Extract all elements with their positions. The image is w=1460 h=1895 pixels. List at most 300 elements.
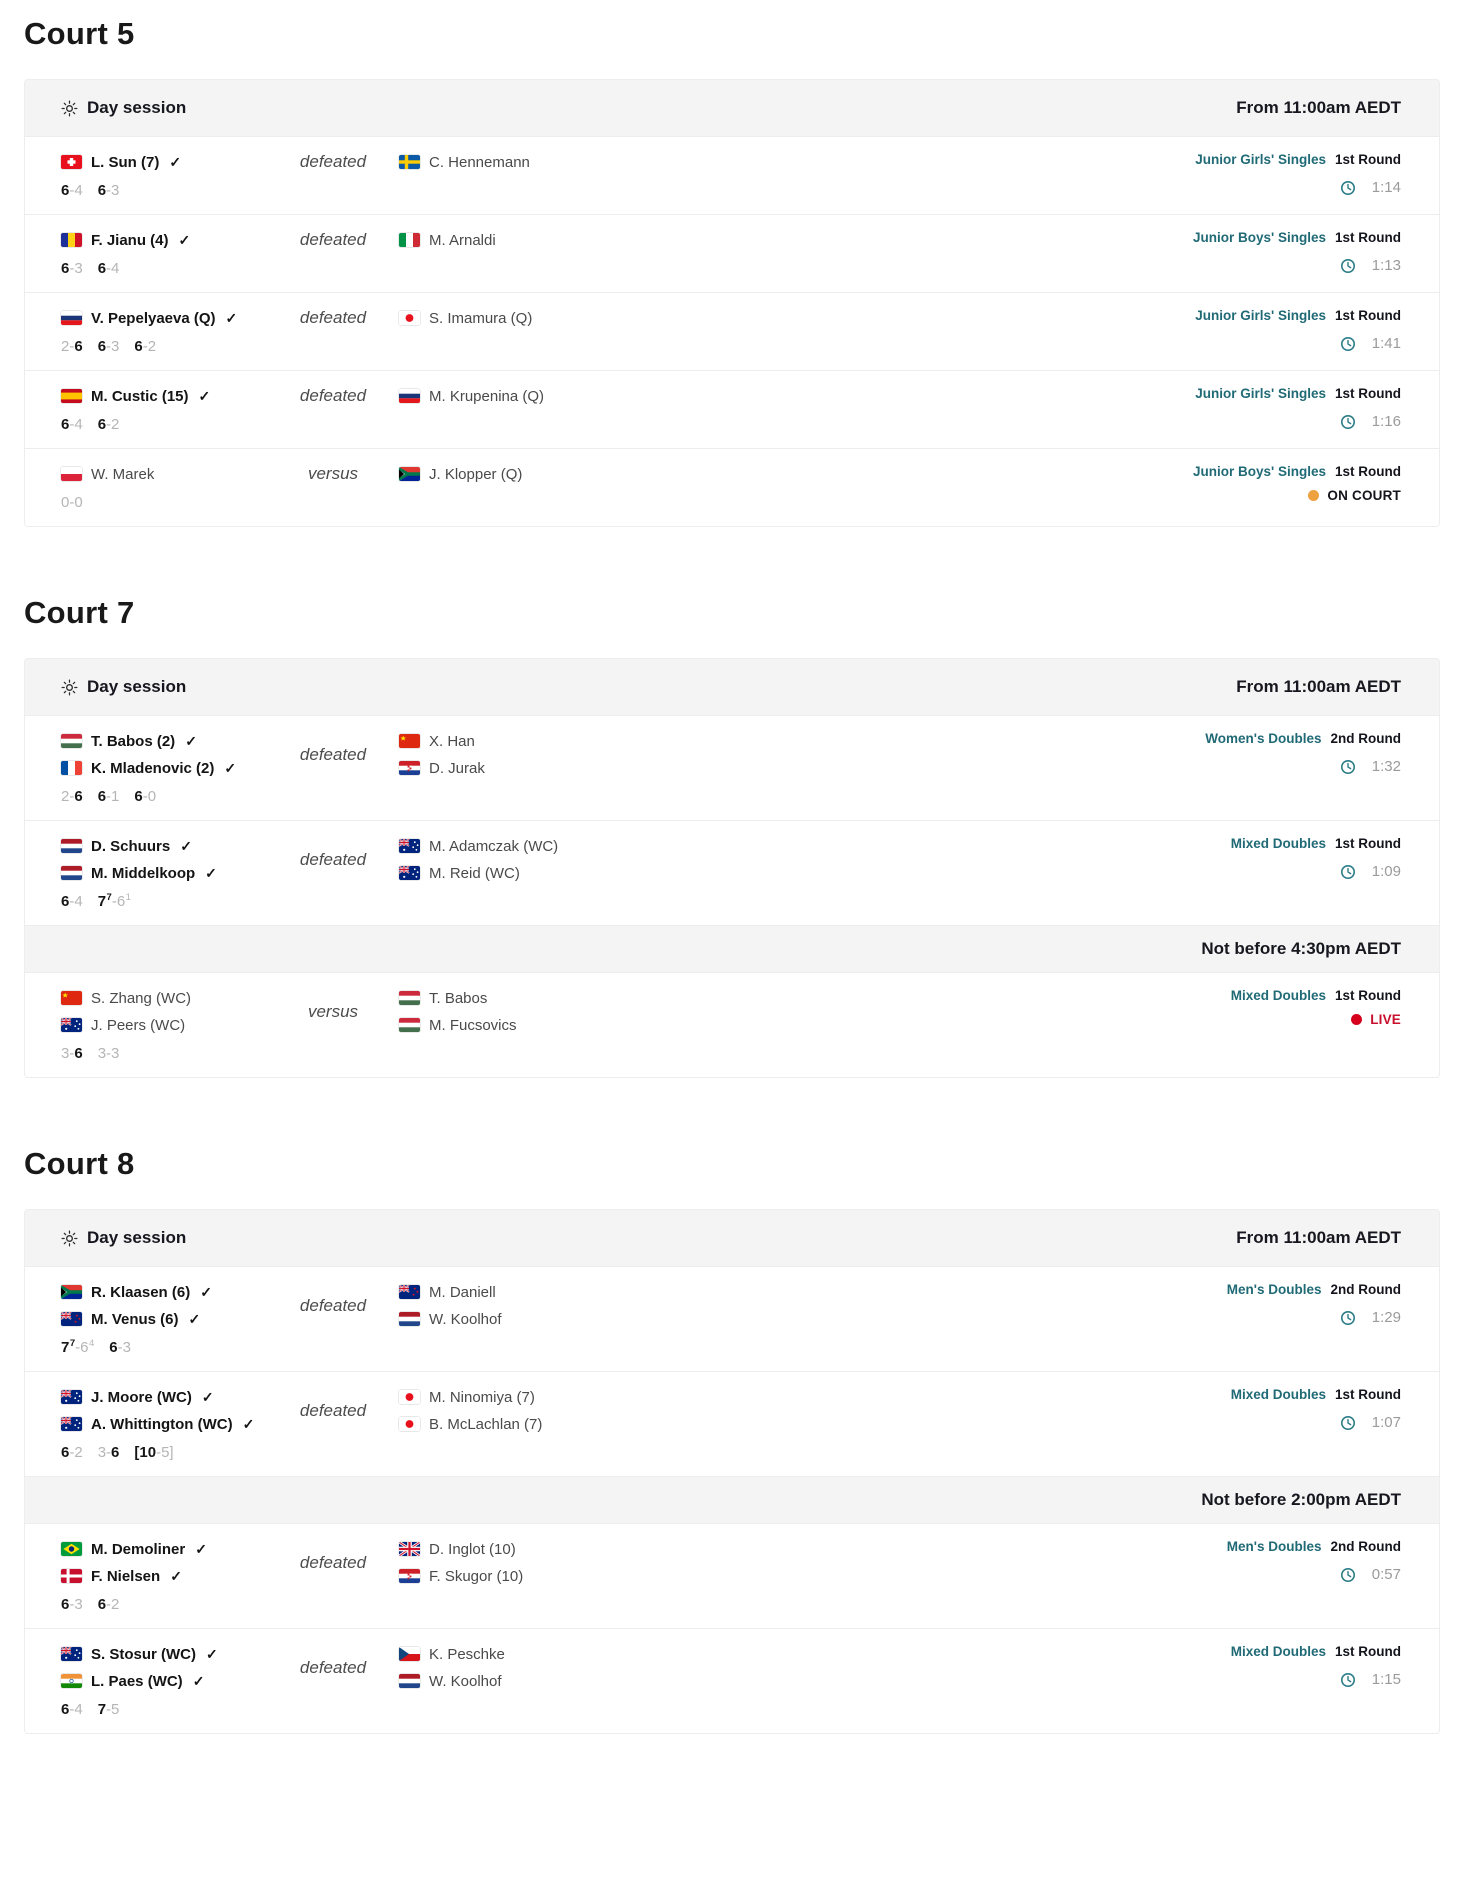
match-duration: 1:16 xyxy=(1371,413,1401,430)
flag-france-icon xyxy=(61,761,82,775)
flag-australia-icon xyxy=(61,1417,82,1431)
event-name: Mixed Doubles xyxy=(1230,836,1326,851)
match-main xyxy=(61,986,971,1062)
player-name: W. Koolhof xyxy=(429,1672,502,1690)
match-separator-label: defeated xyxy=(299,386,367,405)
clock-icon xyxy=(1340,336,1356,352)
flag-australia-icon xyxy=(399,866,420,880)
team-player xyxy=(61,986,267,1010)
match-score xyxy=(61,416,971,433)
clock-icon xyxy=(1340,864,1356,880)
team-player xyxy=(61,729,267,753)
not-before-header xyxy=(25,925,1439,972)
player-name: M. Middelkoop xyxy=(91,864,196,882)
flag-netherlands-icon xyxy=(61,866,82,880)
sun-icon xyxy=(61,1230,78,1247)
round-label: 2nd Round xyxy=(1330,1282,1401,1297)
session-label: Day session xyxy=(87,98,187,117)
flag-russia-icon xyxy=(61,311,82,325)
clock-icon xyxy=(1340,1415,1356,1431)
flag-hungary-icon xyxy=(61,734,82,748)
flag-china-icon xyxy=(61,991,82,1005)
flag-poland-icon xyxy=(61,467,82,481)
team-player xyxy=(399,1642,505,1666)
match-duration: 0:57 xyxy=(1371,1566,1401,1583)
player-name: V. Pepelyaeva (Q) xyxy=(91,309,216,327)
match-meta xyxy=(971,729,1401,805)
court-section xyxy=(24,16,1440,527)
court-schedule-card xyxy=(24,79,1440,527)
player-name: J. Peers (WC) xyxy=(91,1016,186,1034)
player-name: M. Arnaldi xyxy=(429,231,496,249)
flag-romania-icon xyxy=(61,233,82,247)
winner-check-icon: ✓ xyxy=(224,759,237,776)
team-player xyxy=(61,1412,267,1436)
daily-schedule xyxy=(24,16,1440,1734)
match-status xyxy=(971,413,1401,430)
team-player xyxy=(61,1385,267,1409)
player-name: D. Inglot (10) xyxy=(429,1540,516,1558)
team-player xyxy=(399,986,517,1010)
match-row[interactable] xyxy=(25,820,1439,925)
match-score xyxy=(61,1045,971,1062)
match-status xyxy=(971,1309,1401,1326)
match-separator-label: versus xyxy=(307,1001,359,1021)
flag-netherlands-icon xyxy=(61,839,82,853)
session-time-label: From 11:00am AEDT xyxy=(1236,1228,1401,1247)
match-status xyxy=(971,758,1401,775)
team-two xyxy=(399,228,496,252)
player-name: T. Babos xyxy=(429,989,488,1007)
flag-japan-icon xyxy=(399,1417,420,1431)
team-player xyxy=(61,1280,267,1304)
clock-icon xyxy=(1340,1567,1356,1583)
session-header xyxy=(25,80,1439,136)
set-score: [10-5] xyxy=(134,1444,174,1461)
flag-australia-icon xyxy=(61,1018,82,1032)
match-score xyxy=(61,1701,971,1718)
match-separator-label: defeated xyxy=(299,744,367,764)
team-player xyxy=(61,1642,267,1666)
event-name: Junior Girls' Singles xyxy=(1195,386,1326,401)
match-duration: 1:32 xyxy=(1371,758,1401,775)
match-score xyxy=(61,1444,971,1461)
match-row[interactable] xyxy=(25,370,1439,448)
on-court-label: ON COURT xyxy=(1327,488,1401,503)
match-score xyxy=(61,1596,971,1613)
live-label: LIVE xyxy=(1370,1012,1401,1027)
set-score: 6-2 xyxy=(61,1444,83,1461)
match-status xyxy=(971,1566,1401,1583)
team-two xyxy=(399,150,530,174)
match-main xyxy=(61,462,971,511)
team-one xyxy=(61,1385,267,1436)
team-one xyxy=(61,384,267,408)
not-before-header xyxy=(25,1476,1439,1523)
player-name: M. Adamczak (WC) xyxy=(429,837,559,855)
team-player xyxy=(399,834,558,858)
team-player xyxy=(399,462,522,486)
flag-spain-icon xyxy=(61,389,82,403)
team-two xyxy=(399,462,522,486)
winner-check-icon: ✓ xyxy=(200,1283,212,1300)
match-main xyxy=(61,834,971,910)
match-duration: 1:14 xyxy=(1371,179,1401,196)
match-row[interactable] xyxy=(25,292,1439,370)
event-name: Men's Doubles xyxy=(1226,1282,1322,1297)
set-score: 6-3 xyxy=(109,1339,131,1356)
clock-icon xyxy=(1340,1672,1356,1688)
match-separator-label: defeated xyxy=(299,1657,367,1677)
match-meta xyxy=(971,834,1401,910)
match-status xyxy=(971,488,1401,503)
session-time-label: From 11:00am AEDT xyxy=(1236,677,1401,696)
player-name: W. Koolhof xyxy=(429,1310,502,1328)
player-name: F. Jianu (4) xyxy=(91,231,169,249)
match-main xyxy=(61,228,971,277)
player-name: W. Marek xyxy=(91,465,155,483)
team-two xyxy=(399,834,558,885)
session-time-label: From 11:00am AEDT xyxy=(1236,98,1401,117)
match-row[interactable] xyxy=(25,448,1439,526)
round-label: 1st Round xyxy=(1335,386,1401,401)
team-one xyxy=(61,306,267,330)
player-name: C. Hennemann xyxy=(429,153,530,171)
team-player xyxy=(61,228,267,252)
not-before-label: Not before 4:30pm AEDT xyxy=(1201,939,1401,958)
match-score xyxy=(61,260,971,277)
team-player xyxy=(399,1669,505,1693)
set-score: 6-3 xyxy=(97,182,120,199)
player-name: D. Jurak xyxy=(429,759,485,777)
flag-brazil-icon xyxy=(61,1542,82,1556)
match-separator-label: defeated xyxy=(299,152,367,171)
team-player xyxy=(399,729,485,753)
player-name: M. Custic (15) xyxy=(91,387,189,405)
match-duration: 1:29 xyxy=(1371,1309,1401,1326)
team-player xyxy=(61,306,267,330)
match-row[interactable] xyxy=(25,972,1439,1077)
event-name: Junior Girls' Singles xyxy=(1195,152,1326,167)
match-meta xyxy=(971,462,1401,511)
set-score: 6-3 xyxy=(97,338,120,355)
set-score: 6-2 xyxy=(97,1596,120,1613)
winner-check-icon: ✓ xyxy=(205,864,217,881)
winner-check-icon: ✓ xyxy=(195,1540,207,1557)
live-dot-icon xyxy=(1351,1014,1362,1025)
winner-check-icon: ✓ xyxy=(178,231,191,248)
set-score: 6-4 xyxy=(61,416,83,433)
match-duration: 1:15 xyxy=(1371,1671,1401,1688)
set-score: 6-4 xyxy=(61,1701,83,1718)
match-duration: 1:07 xyxy=(1371,1414,1401,1431)
match-main xyxy=(61,1385,971,1461)
flag-sweden-icon xyxy=(399,155,420,169)
player-name: S. Stosur (WC) xyxy=(91,1645,196,1663)
team-player xyxy=(399,861,558,885)
team-two xyxy=(399,986,517,1037)
event-name: Junior Girls' Singles xyxy=(1195,308,1326,323)
team-player xyxy=(61,1669,267,1693)
match-separator-label: defeated xyxy=(299,230,367,249)
match-meta xyxy=(971,986,1401,1062)
set-score: 6-0 xyxy=(134,788,157,805)
player-name: M. Krupenina (Q) xyxy=(429,387,545,405)
event-name: Junior Boys' Singles xyxy=(1193,230,1326,245)
team-player xyxy=(399,1564,523,1588)
team-one xyxy=(61,729,267,780)
team-one xyxy=(61,462,267,486)
match-meta xyxy=(971,1642,1401,1718)
court-section xyxy=(24,595,1440,1078)
event-name: Women's Doubles xyxy=(1205,731,1322,746)
match-score xyxy=(61,494,971,511)
match-score xyxy=(61,893,971,910)
match-row[interactable] xyxy=(25,136,1439,214)
team-two xyxy=(399,1385,542,1436)
team-player xyxy=(61,1564,267,1588)
flag-south-africa-icon xyxy=(399,467,420,481)
match-row[interactable] xyxy=(25,1266,1439,1371)
round-label: 1st Round xyxy=(1335,1387,1401,1402)
round-label: 2nd Round xyxy=(1330,731,1401,746)
player-name: D. Schuurs xyxy=(91,837,171,855)
match-separator-label: defeated xyxy=(299,1295,367,1315)
clock-icon xyxy=(1340,759,1356,775)
team-two xyxy=(399,1280,502,1331)
team-player xyxy=(61,861,267,885)
team-player xyxy=(399,150,530,174)
team-one xyxy=(61,150,267,174)
player-name: M. Fucsovics xyxy=(429,1016,517,1034)
winner-check-icon: ✓ xyxy=(198,387,211,404)
flag-australia-icon xyxy=(61,1647,82,1661)
match-duration: 1:13 xyxy=(1371,257,1401,274)
court-title: Court 8 xyxy=(24,1146,135,1181)
sun-icon xyxy=(61,679,78,696)
match-score xyxy=(61,182,971,199)
match-row[interactable] xyxy=(25,715,1439,820)
flag-czech-republic-icon xyxy=(399,1647,420,1661)
match-row[interactable] xyxy=(25,214,1439,292)
match-main xyxy=(61,729,971,805)
clock-icon xyxy=(1340,258,1356,274)
player-name: X. Han xyxy=(429,732,475,750)
player-name: M. Ninomiya (7) xyxy=(429,1388,535,1406)
set-score: 6-1 xyxy=(97,788,120,805)
set-score: 6-3 xyxy=(61,1596,83,1613)
player-name: T. Babos (2) xyxy=(91,732,176,750)
flag-switzerland-icon xyxy=(61,155,82,169)
match-meta xyxy=(971,150,1401,199)
team-one xyxy=(61,1642,267,1693)
set-score: 6-4 xyxy=(97,260,120,277)
team-player xyxy=(399,1537,523,1561)
court-title: Court 7 xyxy=(24,595,135,630)
team-one xyxy=(61,986,267,1037)
set-score: 3-3 xyxy=(97,1045,120,1062)
flag-croatia-icon xyxy=(399,761,420,775)
match-status xyxy=(971,1012,1401,1027)
match-meta xyxy=(971,384,1401,433)
team-player xyxy=(399,1385,542,1409)
flag-new-zealand-icon xyxy=(399,1285,420,1299)
match-status xyxy=(971,1414,1401,1431)
flag-australia-icon xyxy=(61,1390,82,1404)
session-header xyxy=(25,1210,1439,1266)
session-label: Day session xyxy=(87,677,187,696)
winner-check-icon: ✓ xyxy=(170,1567,182,1584)
player-name: B. McLachlan (7) xyxy=(429,1415,543,1433)
match-score xyxy=(61,788,971,805)
match-duration: 1:09 xyxy=(1371,863,1401,880)
team-player xyxy=(61,756,267,780)
set-score: $7^7-6^1$ xyxy=(97,892,131,910)
court-title: Court 5 xyxy=(24,16,135,51)
player-name: A. Whittington (WC) xyxy=(91,1415,233,1433)
team-one xyxy=(61,1537,267,1588)
player-name: F. Skugor (10) xyxy=(429,1567,524,1585)
match-separator-label: versus xyxy=(307,464,359,483)
match-meta xyxy=(971,228,1401,277)
team-two xyxy=(399,306,532,330)
flag-japan-icon xyxy=(399,1390,420,1404)
round-label: 1st Round xyxy=(1335,988,1401,1003)
flag-great-britain-icon xyxy=(399,1542,420,1556)
team-player xyxy=(61,462,267,486)
player-name: K. Mladenovic (2) xyxy=(91,759,215,777)
match-separator-label: defeated xyxy=(299,1400,367,1420)
team-one xyxy=(61,1280,267,1331)
round-label: 2nd Round xyxy=(1330,1539,1401,1554)
clock-icon xyxy=(1340,180,1356,196)
round-label: 1st Round xyxy=(1335,152,1401,167)
flag-croatia-icon xyxy=(399,1569,420,1583)
match-meta xyxy=(971,306,1401,355)
set-score: 6-4 xyxy=(61,182,83,199)
player-name: M. Venus (6) xyxy=(91,1310,179,1328)
winner-check-icon: ✓ xyxy=(242,1415,255,1432)
event-name: Mixed Doubles xyxy=(1230,1644,1326,1659)
winner-check-icon: ✓ xyxy=(206,1645,218,1662)
team-one xyxy=(61,228,267,252)
event-name: Mixed Doubles xyxy=(1230,988,1326,1003)
team-player xyxy=(61,150,267,174)
player-name: L. Paes (WC) xyxy=(91,1672,183,1690)
winner-check-icon: ✓ xyxy=(188,1310,201,1327)
match-status xyxy=(971,179,1401,196)
match-row[interactable] xyxy=(25,1371,1439,1476)
flag-australia-icon xyxy=(399,839,420,853)
player-name: F. Nielsen xyxy=(91,1567,161,1585)
team-player xyxy=(61,834,267,858)
team-player xyxy=(399,384,544,408)
match-row[interactable] xyxy=(25,1523,1439,1628)
flag-netherlands-icon xyxy=(399,1674,420,1688)
set-score: 3-6 xyxy=(61,1045,83,1062)
round-label: 1st Round xyxy=(1335,308,1401,323)
flag-new-zealand-icon xyxy=(61,1312,82,1326)
set-score: 6-2 xyxy=(97,416,120,433)
event-name: Men's Doubles xyxy=(1226,1539,1322,1554)
match-meta xyxy=(971,1385,1401,1461)
player-name: L. Sun (7) xyxy=(91,153,160,171)
set-score: 2-6 xyxy=(61,338,83,355)
team-two xyxy=(399,1642,505,1693)
flag-netherlands-icon xyxy=(399,1312,420,1326)
match-main xyxy=(61,1537,971,1613)
team-player xyxy=(61,1537,267,1561)
winner-check-icon: ✓ xyxy=(201,1388,214,1405)
player-name: M. Demoliner xyxy=(91,1540,186,1558)
winner-check-icon: ✓ xyxy=(180,837,192,854)
winner-check-icon: ✓ xyxy=(185,732,197,749)
team-two xyxy=(399,384,544,408)
match-main xyxy=(61,384,971,433)
flag-hungary-icon xyxy=(399,1018,420,1032)
round-label: 1st Round xyxy=(1335,836,1401,851)
team-two xyxy=(399,729,485,780)
match-main xyxy=(61,1642,971,1718)
match-main xyxy=(61,1280,971,1356)
court-schedule-card xyxy=(24,658,1440,1078)
match-main xyxy=(61,306,971,355)
flag-hungary-icon xyxy=(399,991,420,1005)
player-name: J. Moore (WC) xyxy=(91,1388,192,1406)
court-section xyxy=(24,1146,1440,1734)
set-score: 2-6 xyxy=(61,788,83,805)
set-score: 6-3 xyxy=(61,260,83,277)
team-player xyxy=(61,1013,267,1037)
match-status xyxy=(971,335,1401,352)
round-label: 1st Round xyxy=(1335,464,1401,479)
session-label: Day session xyxy=(87,1228,187,1247)
match-status xyxy=(971,1671,1401,1688)
player-name: R. Klaasen (6) xyxy=(91,1283,191,1301)
event-name: Junior Boys' Singles xyxy=(1193,464,1326,479)
team-player xyxy=(399,1412,542,1436)
team-player xyxy=(399,1307,502,1331)
set-score: 0-0 xyxy=(61,494,83,511)
team-two xyxy=(399,1537,523,1588)
on-court-dot-icon xyxy=(1308,490,1319,501)
team-player xyxy=(61,1307,267,1331)
match-row[interactable] xyxy=(25,1628,1439,1733)
match-main xyxy=(61,150,971,199)
set-score: 7-5 xyxy=(97,1701,120,1718)
round-label: 1st Round xyxy=(1335,230,1401,245)
flag-japan-icon xyxy=(399,311,420,325)
match-separator-label: defeated xyxy=(299,1552,367,1572)
player-name: M. Reid (WC) xyxy=(429,864,520,882)
player-name: M. Daniell xyxy=(429,1283,496,1301)
not-before-label: Not before 2:00pm AEDT xyxy=(1201,1490,1401,1509)
flag-italy-icon xyxy=(399,233,420,247)
flag-china-icon xyxy=(399,734,420,748)
match-separator-label: defeated xyxy=(299,849,367,869)
flag-south-africa-icon xyxy=(61,1285,82,1299)
set-score: 3-6 xyxy=(97,1444,120,1461)
sun-icon xyxy=(61,100,78,117)
session-header xyxy=(25,659,1439,715)
player-name: S. Imamura (Q) xyxy=(429,309,533,327)
team-player xyxy=(399,1280,502,1304)
clock-icon xyxy=(1340,1310,1356,1326)
team-one xyxy=(61,834,267,885)
flag-india-icon xyxy=(61,1674,82,1688)
player-name: K. Peschke xyxy=(429,1645,505,1663)
flag-russia-icon xyxy=(399,389,420,403)
